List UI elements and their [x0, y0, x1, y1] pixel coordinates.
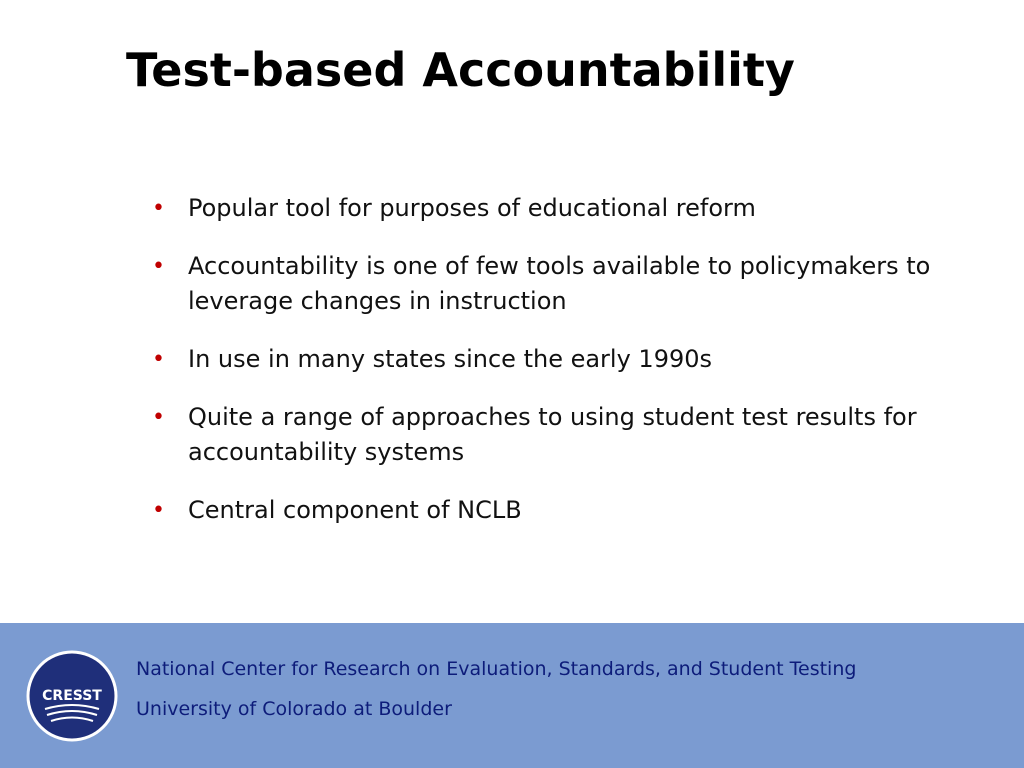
bullet-text: Accountability is one of few tools available to policymakers to leverage changes in instruction [188, 252, 931, 315]
bullet-text: In use in many states since the early 1990s [188, 345, 713, 373]
bullet-text: Popular tool for purposes of educational reform [188, 194, 756, 222]
bullet-item [150, 249, 950, 319]
slide-title: Test-based Accountability [126, 43, 795, 97]
logo-text: CRESST [42, 688, 102, 704]
footer-organization: National Center for Research on Evaluation, Standards, and Student Testing [136, 658, 857, 680]
footer-band [0, 623, 1024, 768]
bullet-item [150, 400, 950, 470]
bullet-icon: • [152, 347, 165, 372]
bullet-list [150, 191, 950, 551]
bullet-icon: • [152, 498, 165, 523]
bullet-item [150, 191, 950, 226]
bullet-text: Central component of NCLB [188, 496, 522, 524]
bullet-icon: • [152, 196, 165, 221]
bullet-item [150, 342, 950, 377]
footer-university: University of Colorado at Boulder [136, 698, 452, 720]
cresst-logo [25, 649, 119, 743]
bullet-text: Quite a range of approaches to using student test results for accountability systems [188, 403, 917, 466]
bullet-icon: • [152, 405, 165, 430]
bullet-icon: • [152, 254, 165, 279]
bullet-item [150, 493, 950, 528]
